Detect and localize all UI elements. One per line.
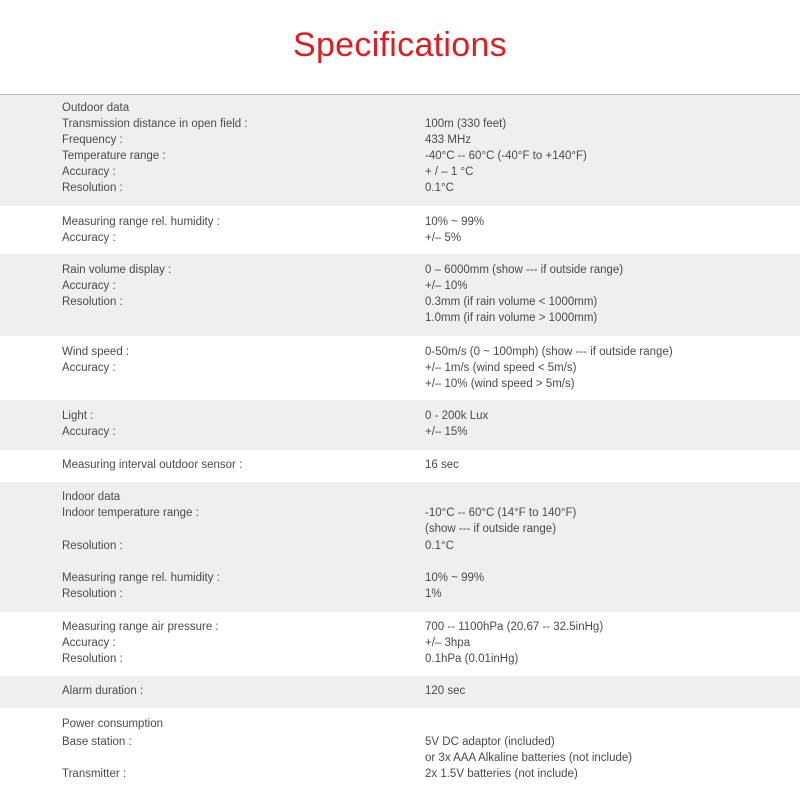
spec-row xyxy=(0,344,800,360)
spec-row xyxy=(0,214,800,230)
spec-label: Accuracy : xyxy=(62,166,116,178)
spec-row xyxy=(0,116,800,132)
spec-value: (show --- if outside range) xyxy=(425,523,557,535)
spec-value: 0.1°C xyxy=(425,540,454,552)
spec-row xyxy=(0,521,800,537)
spec-label: Resolution : xyxy=(62,653,123,665)
spec-value: 0 – 6000mm (show --- if outside range) xyxy=(425,264,624,276)
spec-value: 700 -- 1100hPa (20.67 -- 32.5inHg) xyxy=(425,621,604,633)
spec-row xyxy=(0,132,800,148)
spec-value: +/– 5% xyxy=(425,232,462,244)
spec-label: Accuracy : xyxy=(62,637,116,649)
spec-label: Indoor temperature range : xyxy=(62,507,199,519)
spec-row xyxy=(0,376,800,392)
spec-label: Indoor data xyxy=(62,491,121,503)
spec-label: Transmission distance in open field : xyxy=(62,118,248,130)
spec-row xyxy=(0,408,800,424)
spec-label: Accuracy : xyxy=(62,426,116,438)
spec-label: Power consumption xyxy=(62,718,163,730)
spec-value: +/– 10% xyxy=(425,280,468,292)
spec-value: 5V DC adaptor (included) xyxy=(425,736,555,748)
spec-value: 0.1hPa (0.01inHg) xyxy=(425,653,519,665)
spec-row xyxy=(0,570,800,586)
spec-row xyxy=(0,619,800,635)
spec-label: Frequency : xyxy=(62,134,123,146)
spec-value: 1% xyxy=(425,588,442,600)
spec-value: 0 - 200k Lux xyxy=(425,410,489,422)
spec-label: Measuring interval outdoor sensor : xyxy=(62,459,243,471)
spec-row xyxy=(0,278,800,294)
page-title: Specifications xyxy=(293,26,507,64)
spec-label: Wind speed : xyxy=(62,346,130,358)
spec-row xyxy=(0,489,800,505)
spec-row xyxy=(0,360,800,376)
spec-row xyxy=(0,310,800,326)
spec-row xyxy=(0,230,800,246)
spec-row xyxy=(0,651,800,667)
spec-row xyxy=(0,683,800,699)
spec-row xyxy=(0,734,800,750)
spec-label: Resolution : xyxy=(62,588,123,600)
spec-row xyxy=(0,766,800,782)
spec-label: Resolution : xyxy=(62,540,123,552)
spec-label: Transmitter : xyxy=(62,768,127,780)
spec-value: 433 MHz xyxy=(425,134,472,146)
spec-label: Accuracy : xyxy=(62,362,116,374)
spec-value: or 3x AAA Alkaline batteries (not include) xyxy=(425,752,633,764)
spec-row xyxy=(0,100,800,116)
spec-value: 0-50m/s (0 ~ 100mph) (show --- if outside range) xyxy=(425,346,673,358)
spec-row xyxy=(0,294,800,310)
spec-label: Measuring range air pressure : xyxy=(62,621,219,633)
spec-label: Accuracy : xyxy=(62,280,116,292)
spec-value: +/– 10% (wind speed > 5m/s) xyxy=(425,378,575,390)
spec-row xyxy=(0,505,800,521)
spec-label: Accuracy : xyxy=(62,232,116,244)
spec-value: 0.1°C xyxy=(425,182,454,194)
spec-value: -40°C -- 60°C (-40°F to +140°F) xyxy=(425,150,587,162)
spec-row xyxy=(0,180,800,196)
spec-label: Light : xyxy=(62,410,94,422)
spec-value: 1.0mm (if rain volume > 1000mm) xyxy=(425,312,598,324)
spec-row xyxy=(0,457,800,473)
spec-row xyxy=(0,538,800,554)
spec-value: -10°C -- 60°C (14°F to 140°F) xyxy=(425,507,577,519)
spec-row xyxy=(0,586,800,602)
spec-row xyxy=(0,750,800,766)
spec-label: Outdoor data xyxy=(62,102,130,114)
spec-row xyxy=(0,424,800,440)
spec-value: + / – 1 °C xyxy=(425,166,474,178)
spec-row xyxy=(0,716,800,732)
spec-value: 16 sec xyxy=(425,459,459,471)
spec-value: 0.3mm (if rain volume < 1000mm) xyxy=(425,296,598,308)
spec-value: +/– 15% xyxy=(425,426,468,438)
spec-label: Base station : xyxy=(62,736,132,748)
spec-label: Measuring range rel. humidity : xyxy=(62,216,220,228)
spec-label: Temperature range : xyxy=(62,150,166,162)
spec-value: 10% ~ 99% xyxy=(425,216,485,228)
spec-row xyxy=(0,164,800,180)
spec-value: 100m (330 feet) xyxy=(425,118,507,130)
spec-label: Rain volume display : xyxy=(62,264,172,276)
spec-value: 2x 1.5V batteries (not include) xyxy=(425,768,578,780)
spec-value: +/– 3hpa xyxy=(425,637,471,649)
spec-row xyxy=(0,148,800,164)
spec-row xyxy=(0,262,800,278)
spec-value: 120 sec xyxy=(425,685,466,697)
spec-label: Resolution : xyxy=(62,296,123,308)
spec-value: +/– 1m/s (wind speed < 5m/s) xyxy=(425,362,577,374)
spec-label: Alarm duration : xyxy=(62,685,144,697)
spec-value: 10% ~ 99% xyxy=(425,572,485,584)
spec-row xyxy=(0,635,800,651)
spec-label: Resolution : xyxy=(62,182,123,194)
spec-label: Measuring range rel. humidity : xyxy=(62,572,220,584)
